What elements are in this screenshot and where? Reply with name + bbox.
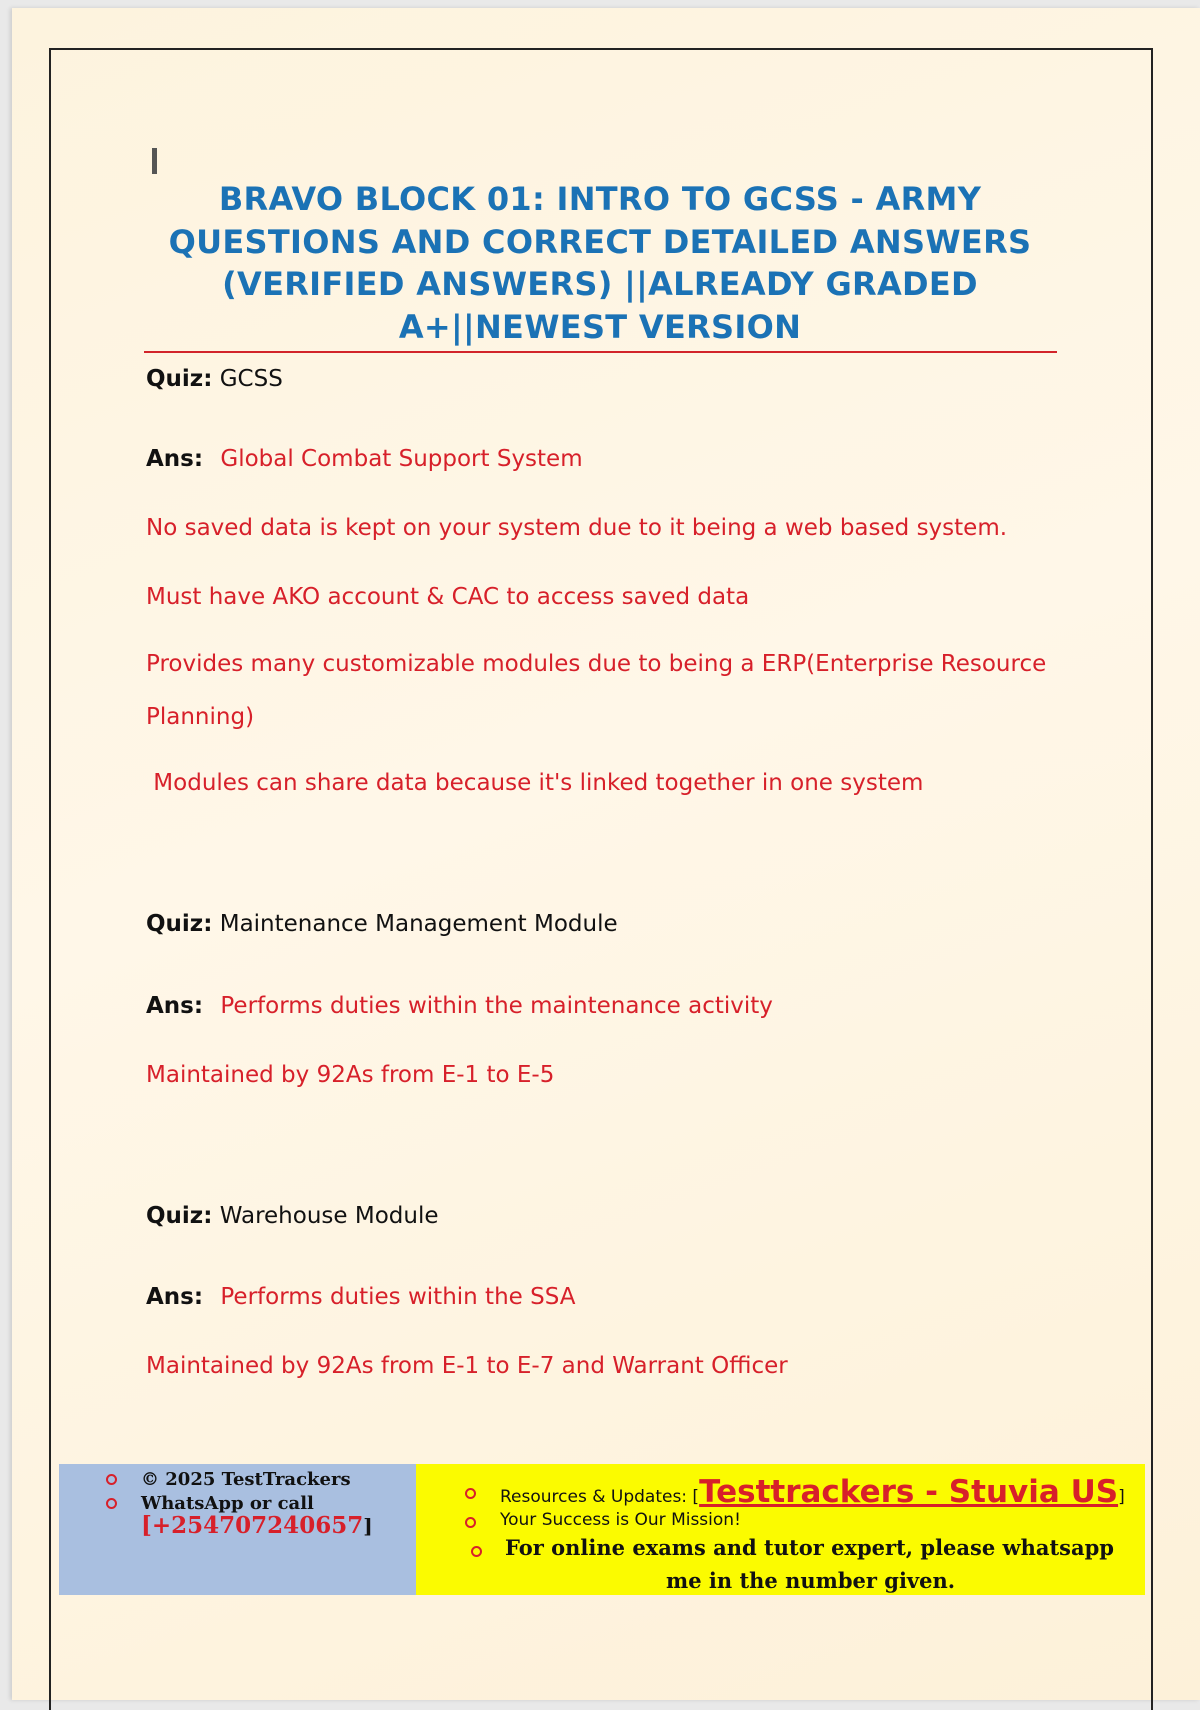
answer-note: Must have AKO account & CAC to access saved data: [146, 584, 750, 610]
answer-line: [146, 444, 583, 474]
answer-note: Maintained by 92As from E-1 to E-5: [146, 1062, 555, 1088]
whatsapp-label: WhatsApp or call: [141, 1493, 314, 1514]
quiz-line: [146, 1201, 439, 1231]
answer-note: No saved data is kept on your system due to it being a web based system.: [146, 515, 1008, 541]
quiz-label: Quiz:: [146, 911, 213, 937]
quiz-label: Quiz:: [146, 366, 213, 392]
quiz-text: Warehouse Module: [219, 1203, 439, 1229]
answer-label: Ans:: [146, 446, 204, 472]
bracket-open: [: [141, 1512, 152, 1539]
answer-label: Ans:: [146, 993, 204, 1019]
document-title: BRAVO BLOCK 01: INTRO TO GCSS - ARMY QUESTIONS AND CORRECT DETAILED ANSWERS (VERIFIED ANSWERS) ||ALREADY GRADED A+||NEWEST VERSION: [168, 180, 1032, 346]
footer-info-panel: [416, 1464, 1145, 1595]
phone-number[interactable]: [141, 1512, 373, 1539]
answer-text: Performs duties within the maintenance activity: [220, 993, 773, 1019]
quiz-line: [146, 364, 283, 394]
bullet-icon: [465, 1517, 476, 1528]
answer-note: Maintained by 92As from E-1 to E-7 and Warrant Officer: [146, 1353, 788, 1379]
bracket-close: ]: [363, 1514, 373, 1538]
answer-text: Performs duties within the SSA: [220, 1284, 576, 1310]
answer-label: Ans:: [146, 1284, 204, 1310]
resources-row: [500, 1474, 1125, 1510]
tutor-note-line1: For online exams and tutor expert, please whatsapp: [505, 1535, 1114, 1560]
footer-banner: [59, 1464, 1145, 1595]
quiz-line: [146, 909, 618, 939]
answer-note: Planning): [146, 704, 255, 730]
quiz-text: GCSS: [219, 366, 283, 392]
bullet-icon: [465, 1488, 476, 1499]
quiz-label: Quiz:: [146, 1203, 213, 1229]
copyright-text: © 2025 TestTrackers: [141, 1469, 351, 1490]
phone-value: +254707240657: [151, 1512, 364, 1539]
mission-text: Your Success is Our Mission!: [500, 1510, 741, 1530]
answer-note: Modules can share data because it's linked together in one system: [146, 770, 924, 796]
answer-text: Global Combat Support System: [220, 446, 583, 472]
tutor-note-line2: me in the number given.: [666, 1568, 956, 1593]
quiz-text: Maintenance Management Module: [219, 911, 618, 937]
resources-link[interactable]: Testtrackers - Stuvia US: [699, 1474, 1119, 1510]
answer-line: [146, 1282, 575, 1312]
resources-label: Resources & Updates: [: [500, 1487, 700, 1507]
bullet-icon: [106, 1474, 117, 1485]
footer-contact-panel: [59, 1464, 416, 1595]
answer-line: [146, 991, 773, 1021]
answer-note: Provides many customizable modules due to being a ERP(Enterprise Resource: [146, 651, 1047, 677]
resources-close: ]: [1118, 1487, 1125, 1507]
bullet-icon: [471, 1546, 482, 1557]
bullet-icon: [106, 1498, 117, 1509]
